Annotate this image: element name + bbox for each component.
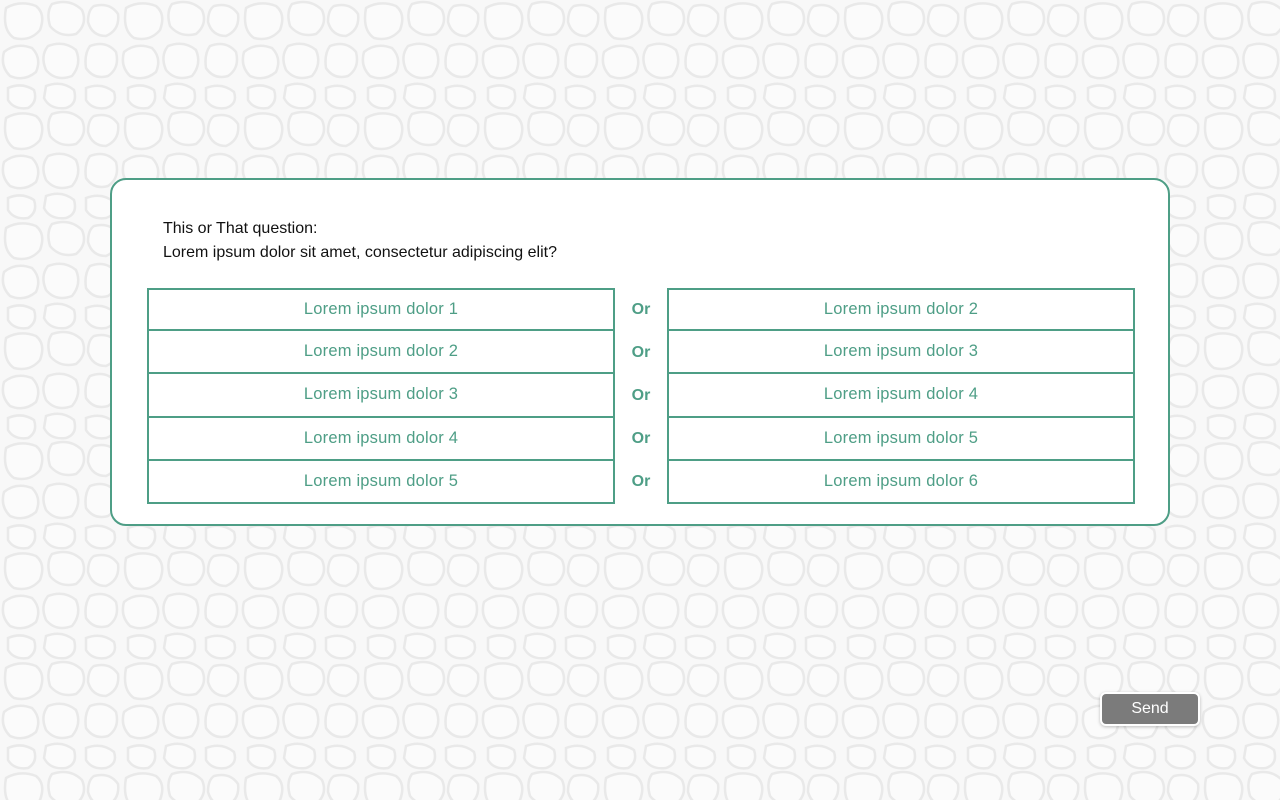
option-left-1[interactable]: Lorem ipsum dolor 1 <box>147 288 615 331</box>
or-separator: Or <box>631 300 651 318</box>
option-right-4[interactable]: Lorem ipsum dolor 5 <box>667 418 1135 461</box>
option-left-5[interactable]: Lorem ipsum dolor 5 <box>147 461 615 504</box>
question-card <box>110 178 1170 526</box>
option-left-2[interactable]: Lorem ipsum dolor 2 <box>147 331 615 374</box>
option-right-2[interactable]: Lorem ipsum dolor 3 <box>667 331 1135 374</box>
question-heading: This or That question: <box>163 220 318 237</box>
option-left-3[interactable]: Lorem ipsum dolor 3 <box>147 374 615 417</box>
choice-pairs <box>147 288 1135 504</box>
choice-row <box>147 461 1135 504</box>
or-separator: Or <box>631 473 651 491</box>
choice-row <box>147 331 1135 374</box>
option-right-5[interactable]: Lorem ipsum dolor 6 <box>667 461 1135 504</box>
option-right-3[interactable]: Lorem ipsum dolor 4 <box>667 374 1135 417</box>
or-separator: Or <box>631 430 651 448</box>
option-left-4[interactable]: Lorem ipsum dolor 4 <box>147 418 615 461</box>
question-block <box>163 217 557 265</box>
or-separator: Or <box>631 343 651 361</box>
choice-row <box>147 374 1135 417</box>
choice-row <box>147 288 1135 331</box>
send-button[interactable]: Send <box>1100 692 1200 726</box>
option-right-1[interactable]: Lorem ipsum dolor 2 <box>667 288 1135 331</box>
choice-row <box>147 418 1135 461</box>
or-separator: Or <box>631 386 651 404</box>
question-text: Lorem ipsum dolor sit amet, consectetur adipiscing elit? <box>163 244 557 261</box>
